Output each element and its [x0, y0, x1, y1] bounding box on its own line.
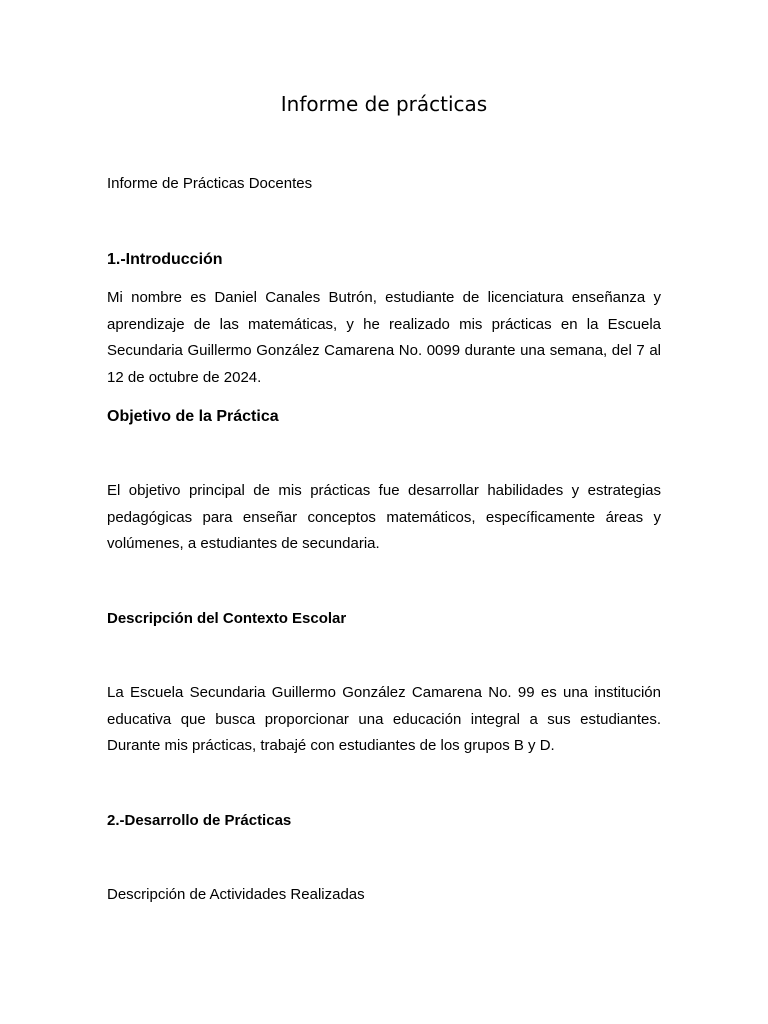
- document-subtitle: Informe de Prácticas Docentes: [107, 175, 313, 192]
- section-heading-desarrollo: 2.-Desarrollo de Prácticas: [107, 812, 292, 829]
- section-heading-objetivo: Objetivo de la Práctica: [107, 408, 279, 425]
- document-title: Informe de prácticas: [280, 92, 488, 116]
- section-heading-introduccion: 1.-Introducción: [107, 251, 223, 268]
- introduccion-paragraph: Mi nombre es Daniel Canales Butrón, estudiante de licenciatura enseñanza y aprendizaje de las matemáticas, y he realizado mis prácticas en la Escuela Secundaria Guillermo González Camarena No. 0099 durante una semana, del 7 al 12 de octubre de 2024.: [107, 289, 661, 387]
- objetivo-paragraph: El objetivo principal de mis prácticas fue desarrollar habilidades y estrategias pedagógicas para enseñar conceptos matemáticos, específicamente áreas y volúmenes, a estudiantes de secundaria.: [107, 482, 661, 553]
- section-heading-contexto-escolar: Descripción del Contexto Escolar: [107, 610, 347, 627]
- contexto-escolar-paragraph: La Escuela Secundaria Guillermo González Camarena No. 99 es una institución educativa que busca proporcionar una educación integral a sus estudiantes. Durante mis prácticas, trabajé con estudiantes de los grupos B y D.: [107, 684, 661, 755]
- desarrollo-subheading: Descripción de Actividades Realizadas: [107, 886, 365, 903]
